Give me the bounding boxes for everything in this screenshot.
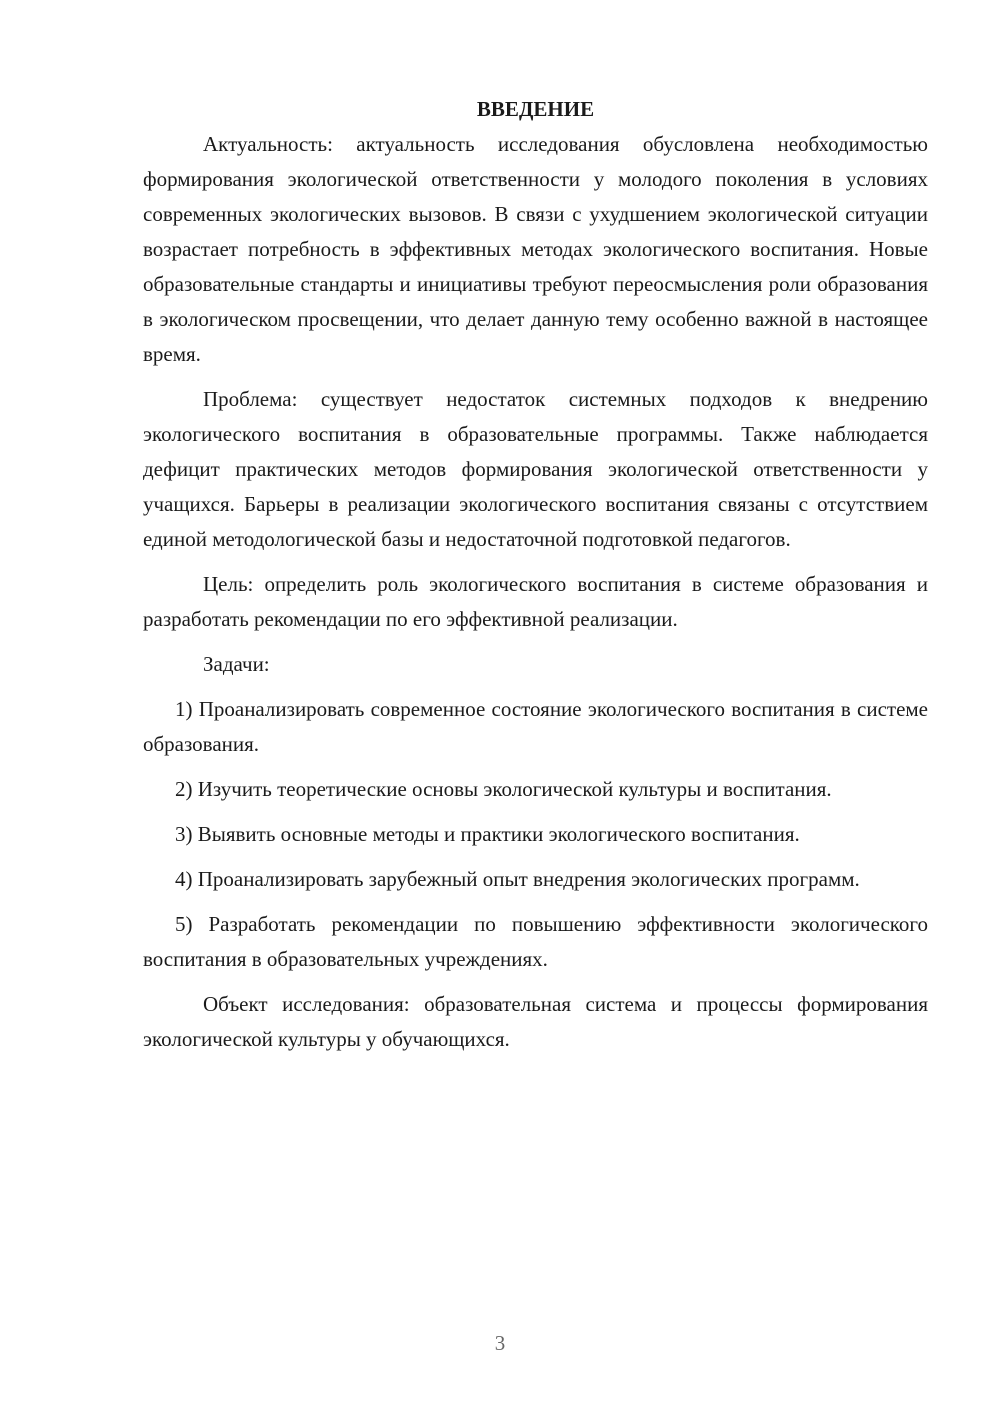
paragraph-goal: Цель: определить роль экологического воспитания в системе образования и разработать рекомендации по его эффективной реализации. xyxy=(143,572,928,631)
tasks-heading: Задачи: xyxy=(203,652,270,676)
page-number: 3 xyxy=(494,1331,506,1355)
section-title: ВВЕДЕНИЕ xyxy=(476,97,595,121)
document-page xyxy=(143,92,928,1067)
task-item-1: 1) Проанализировать современное состояние экологического воспитания в системе образования. xyxy=(143,697,928,756)
task-item-3: 3) Выявить основные методы и практики экологического воспитания. xyxy=(175,822,800,846)
task-item-2: 2) Изучить теоретические основы экологической культуры и воспитания. xyxy=(175,777,832,801)
paragraph-problem: Проблема: существует недостаток системных подходов к внедрению экологического воспитания в образовательные программы. Также наблюдается дефицит практических методов формирования экологической ответственности у учащихся. Барьеры в реализации экологического воспитания связаны с отсутствием единой методологической базы и недостаточной подготовкой педагогов. xyxy=(143,387,928,551)
paragraph-relevance: Актуальность: актуальность исследования обусловлена необходимостью формирования экологической ответственности у молодого поколения в условиях современных экологических вызовов. В связи с ухудшением экологической ситуации возрастает потребность в эффективных методах экологического воспитания. Новые образовательные стандарты и инициативы требуют переосмысления роли образования в экологическом просвещении, что делает данную тему особенно важной в настоящее время. xyxy=(143,132,928,366)
task-item-5: 5) Разработать рекомендации по повышению эффективности экологического воспитания в образовательных учреждениях. xyxy=(143,912,928,971)
paragraph-object: Объект исследования: образовательная система и процессы формирования экологической культуры у обучающихся. xyxy=(143,992,928,1051)
task-item-4: 4) Проанализировать зарубежный опыт внедрения экологических программ. xyxy=(175,867,860,891)
